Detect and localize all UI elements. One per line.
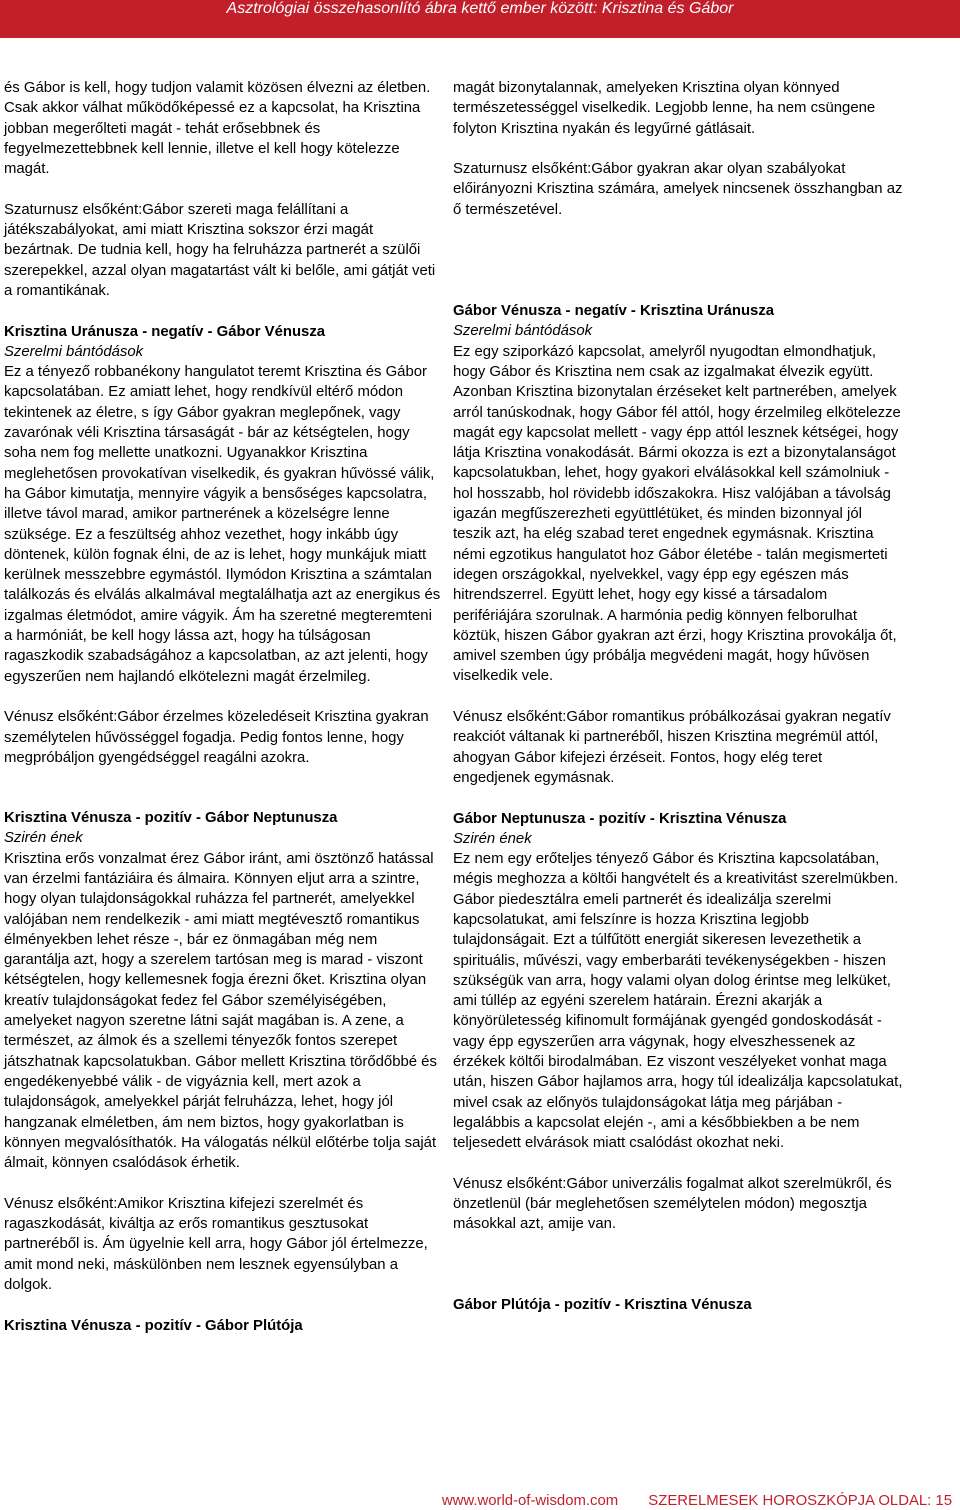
right-section-1-subtitle: Szerelmi bántódások (453, 323, 593, 340)
right-section-2-paragraph-1: Ez nem egy erőteljes tényező Gábor és Krisztina kapcsolatában, mégis meghozza a költői hangvételt és a kreativitást szerelmükben. Gábor piedesztálra emeli partnerét és idealizálja szerelmi kapcsolatukat, ami felszínre is hozza Krisztina legjobb tulajdonságait. Ezt a túlfűtött energiát sikeresen levezethetik a spirituális, művészi, vagy emberbaráti tevékenységekben - hiszen szükségük van arra, hogy valami olyan dolog érintse meg lelküket, ami túllép az egyéni szerelem határain. Érezni akarják a könyörületesség kifinomult formájának gyengéd gondoskodását - vagy épp egyszerűen arra vágynak, hogy elveszhessenek az érzékek költői birodalmában. Ez viszont veszélyeket vonhat maga után, hiszen Gábor hajlamos arra, hogy túl idealizálja kapcsolatukat, mivel csak az előnyös tulajdonságokat látja meg párjában - legalábbis a kapcsolat elején -, ami a későbbiekben a be nem teljesedett elvárások miatt csalódást okozhat neki. (453, 851, 903, 1152)
left-section-1-paragraph-2: Vénusz elsőként:Gábor érzelmes közeledéseit Krisztina gyakran személytelen hűvösséggel fogadja. Pedig fontos lenne, hogy megpróbáljon gyengédséggel reagálni azokra. (4, 709, 429, 766)
left-section-1-subtitle: Szerelmi bántódások (4, 343, 144, 360)
left-section-2-title: Krisztina Vénusza - pozitív - Gábor Neptunusza (4, 810, 338, 827)
right-section-1-title: Gábor Vénusza - negatív - Krisztina Uránusza (453, 303, 775, 320)
right-section-2-subtitle: Szirén ének (453, 830, 532, 847)
right-column (453, 78, 903, 1315)
header-title: Asztrológiai összehasonlító ábra kettő ember között: Krisztina és Gábor (226, 0, 734, 17)
left-section-2-paragraph-2: Vénusz elsőként:Amikor Krisztina kifejezi szerelmét és ragaszkodását, kiváltja az erős romantikus gesztusokat partneréből is. Ám ügyelnie kell arra, hogy Gábor jól értelmezze, amit mond neki, máskülönben nem lesznek egyensúlyban a dolgok. (4, 1195, 428, 1293)
left-section-1-title: Krisztina Uránusza - negatív - Gábor Vénusza (4, 323, 326, 340)
page-footer (442, 1492, 952, 1510)
left-section-2-subtitle: Szirén ének (4, 830, 83, 847)
right-section-3-title: Gábor Plútója - pozitív - Krisztina Vénusza (453, 1296, 752, 1313)
left-intro-paragraph-2: Szaturnusz elsőként:Gábor szereti maga felállítani a játékszabályokat, ami miatt Krisztina sokszor érzi magát bezártnak. De tudnia kell, hogy ha felruházza partnerét a szülői szerepekkel, azzal olyan magatartást vált ki belőle, ami gátját veti a romantikának. (4, 201, 436, 299)
left-section-1 (4, 322, 444, 769)
left-section-2 (4, 808, 444, 1295)
footer-page-label: SZERELMESEK HOROSZKÓPJA OLDAL: 15 (648, 1493, 952, 1509)
left-column (4, 78, 444, 1336)
footer-site-link[interactable]: www.world-of-wisdom.com (441, 1493, 619, 1509)
right-intro-paragraph-1: magát bizonytalannak, amelyeken Krisztina olyan könnyed természetességgel viselkedik. Legjobb lenne, ha nem csüngene folyton Krisztina nyakán és legyűrné gátlásait. (453, 80, 876, 137)
page-header (0, 0, 960, 38)
left-section-2-paragraph-1: Krisztina erős vonzalmat érez Gábor iránt, ami ösztönző hatással van érzelmi fantáziáira és álmaira. Könnyen eljut arra a szintre, hogy olyan tulajdonságokkal ruházza fel partnerét, amelyekkel valójában nem rendelkezik - ami miatt megtévesztő romantikus élményekben lehet része -, bár ez önmagában még nem garantálja azt, hogy a szerelem tartósan meg is marad - viszont kétségtelen, hogy kellemesnek fogja érezni őket. Krisztina olyan kreatív tulajdonságokat fedez fel Gábor személyiségében, amelyeket nagyon szeretne látni saját magában is. A zene, a természet, az álmok és a szellemi tényezők fontos szerepet játszhatnak kapcsolatukban. Gábor mellett Krisztina törődőbbé és engedékenyebbé válik - de vigyáznia kell, mert azok a tulajdonságok, amelyekkel párját felruházza, lehet, hogy jól hangzanak elméletben, ám nem biztos, hogy gyakorlatban is könnyen megvalósíthatók. Ha válogatás nélkül előtérbe tolja saját álmait, könnyen csalódások érhetik. (4, 850, 437, 1172)
left-section-3-title: Krisztina Vénusza - pozitív - Gábor Plútója (4, 1317, 303, 1334)
left-section-1-paragraph-1: Ez a tényező robbanékony hangulatot teremt Krisztina és Gábor kapcsolatában. Ez amiatt lehet, hogy rendkívül eltérő módon tekintenek az életre, s így Gábor gyakran meglepőnek, vagy zavarónak véli Krisztina társaságát - bár az kétségtelen, hogy soha nem fog mellette unatkozni. Ugyanakkor Krisztina meglehetősen provokatívan viselkedik, és gyakran hűvössé válik, ha Gábor kimutatja, mennyire vágyik a bensőséges kapcsolatra, illetve távol marad, amikor partnerének a közelségre lenne szüksége. Ez a feszültség ahhoz vezethet, hogy inkább úgy döntenek, külön fognak élni, de az is lehet, hogy munkájuk miatt kerülnek messzebbre egymástól. Ilymódon Krisztina a számtalan találkozás és elválás alkalmával megtalálhatja azt az energikus és izgalmas életmódot, amire vágyik. Ám ha szeretné megteremteni a harmóniát, be kell hogy lássa azt, hogy ha túlságosan ragaszkodik szabadságához a kapcsolatban, az azt jelenti, hogy egyszerűen nem hajlandó elkötelezni magát érzelmileg. (4, 364, 441, 685)
right-section-1-paragraph-2: Vénusz elsőként:Gábor romantikus próbálkozásai gyakran negatív reakciót váltanak ki partneréből, hiszen Krisztina megrémül attól, ahogyan Gábor kifejezi érzéseit. Fontos, hogy elég teret engedjenek egymásnak. (453, 709, 891, 786)
right-section-2 (453, 809, 903, 1235)
right-section-2-paragraph-2: Vénusz elsőként:Gábor univerzális fogalmat alkot szerelmükről, és önzetlenül (bár meglehetősen személytelen módon) megosztja másokkal azt, amije van. (453, 1175, 892, 1233)
right-section-1 (453, 301, 903, 788)
right-intro-paragraph-2: Szaturnusz elsőként:Gábor gyakran akar olyan szabályokat előirányozni Krisztina számára, amelyek nincsenek összhangban az ő természetével. (453, 161, 903, 218)
right-section-1-paragraph-1: Ez egy sziporkázó kapcsolat, amelyről nyugodtan elmondhatjuk, hogy Gábor és Krisztina nem csak az izgalmakat élvezik együtt. Azonban Krisztina bizonytalan érzéseket kelt partnerében, amelyek arról tanúskodnak, hogy Gábor fél attól, hogy érzelmileg elkötelezze magát egy kapcsolat mellett - vagy épp attól lesznek kétségei, hogy látja Krisztina vonakodását. Bármi okozza is ezt a bizonytalanságot kapcsolatukban, lehet, hogy gyakori elválásokkal kell számolniuk - hol hosszabb, hol rövidebb időszakokra. Hisz valójában a távolság igazán megfűszerezheti együttlétüket, és minden bizonnyal jól teszik azt, ha elég szabad teret engednek egymásnak. Krisztina némi egzotikus hangulatot hoz Gábor életébe - talán megismerteti idegen országokkal, nyelvekkel, vagy épp egy egészen más hitrendszerrel. Együtt lehet, hogy egy kissé a társadalom perifériájára szorulnak. A harmónia pedig könnyen felborulhat köztük, hiszen Gábor gyakran azt érzi, hogy Krisztina provokálja őt, amivel szemben úgy próbálja megvédeni magát, hogy hűvösen viselkedik vele. (453, 343, 901, 685)
right-section-2-title: Gábor Neptunusza - pozitív - Krisztina Vénusza (453, 810, 787, 827)
left-intro-paragraph-1: és Gábor is kell, hogy tudjon valamit közösen élvezni az életben. Csak akkor válhat működőképessé ez a kapcsolat, ha Krisztina jobban megerőlteti magát - tehát erősebbnek és fegyelmezettebbnek kell lennie, illetve el kell hogy kötelezze magát. (4, 80, 431, 178)
